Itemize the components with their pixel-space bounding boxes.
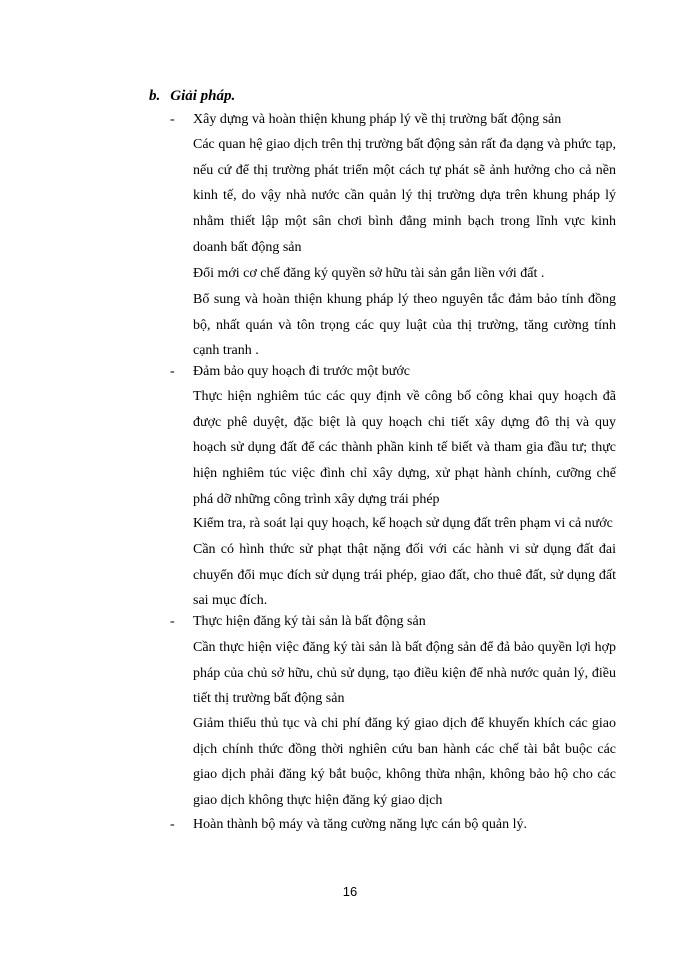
paragraph: Bổ sung và hoàn thiện khung pháp lý theo nguyên tắc đảm bảo tính đồng bộ, nhất quán và tôn trọng các quy luật của thị trường, tăng cường tính cạnh tranh . bbox=[193, 292, 616, 359]
paragraph: Kiểm tra, rà soát lại quy hoạch, kế hoạch sử dụng đất trên phạm vi cả nước bbox=[193, 516, 613, 531]
bullet-title: Đảm bảo quy hoạch đi trước một bước bbox=[193, 364, 410, 379]
page-number: 16 bbox=[342, 884, 358, 899]
paragraph: Các quan hệ giao dịch trên thị trường bất động sản rất đa dạng và phức tạp, nếu cứ để thị trường phát triển một cách tự phát sẽ ảnh hưởng cho cả nền kinh tế, do vậy nhà nước cần quản lý thị trường dựa trên khung pháp lý nhằm thiết lập một sân chơi bình đẳng minh bạch trong lĩnh vực kinh doanh bất động sản bbox=[193, 137, 616, 255]
paragraph: Thực hiện nghiêm túc các quy định về công bố công khai quy hoạch đã được phê duyệt, đặc biệt là quy hoạch chi tiết xây dựng đô thị và quy hoạch sử dụng đất để các thành phần kinh tế biết và tham gia đầu tư; thực hiện nghiêm túc việc đình chỉ xây dựng, xử phạt hành chính, cưỡng chế phá dỡ những công trình xây dựng trái phép bbox=[193, 389, 616, 507]
bullet-dash: - bbox=[170, 817, 175, 832]
bullet-dash: - bbox=[170, 112, 175, 127]
paragraph: Cần có hình thức sử phạt thật nặng đối với các hành vi sử dụng đất đai chuyển đổi mục đích sử dụng trái phép, giao đất, cho thuê đất, sử dụng đất sai mục đích. bbox=[193, 542, 616, 609]
bullet-title: Xây dựng và hoàn thiện khung pháp lý về thị trường bất động sản bbox=[193, 112, 562, 127]
heading-number: b. bbox=[149, 88, 161, 104]
paragraph: Giảm thiểu thủ tục và chi phí đăng ký giao dịch để khuyến khích các giao dịch chính thức đồng thời nghiên cứu ban hành các chế tài bắt buộc các giao dịch phải đăng ký bắt buộc, không thừa nhận, không bảo hộ cho các giao dịch không thực hiện đăng ký giao dịch bbox=[193, 716, 616, 809]
paragraph: Cần thực hiện việc đăng ký tài sản là bất động sản để đả bảo quyền lợi hợp pháp của chủ sở hữu, chủ sử dụng, tạo điều kiện để nhà nước quản lý, điều tiết thị trường bất động sản bbox=[193, 640, 616, 707]
bullet-dash: - bbox=[170, 364, 175, 379]
section-heading bbox=[149, 88, 235, 105]
paragraph: Đổi mới cơ chế đăng ký quyền sở hữu tài sản gắn liền với đất . bbox=[193, 266, 545, 281]
heading-title: Giải pháp. bbox=[170, 88, 236, 104]
bullet-title: Thực hiện đăng ký tài sản là bất động sản bbox=[193, 614, 426, 629]
bullet-title: Hoàn thành bộ máy và tăng cường năng lực cán bộ quản lý. bbox=[193, 817, 527, 832]
bullet-dash: - bbox=[170, 614, 175, 629]
